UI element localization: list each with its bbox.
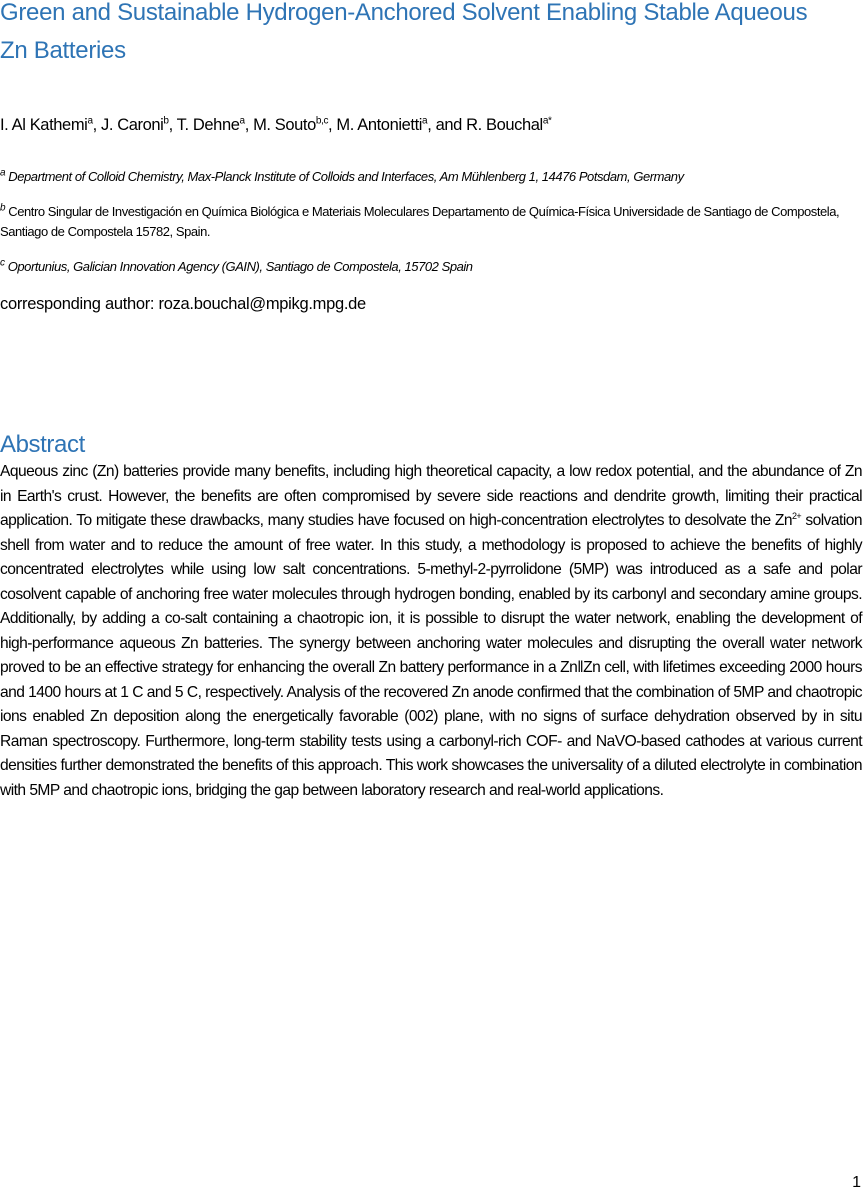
author-separator: , and [427, 116, 467, 134]
author-affiliation-mark: b [163, 115, 169, 127]
abstract-heading: Abstract [0, 431, 85, 458]
affiliation-a [0, 167, 860, 187]
charge-superscript: 2+ [791, 510, 802, 521]
author-separator: , [168, 116, 177, 134]
page-number: 1 [852, 1174, 861, 1191]
author-list [0, 114, 551, 136]
affiliation-c [0, 257, 860, 277]
affiliation-text: Centro Singular de Investigación en Química Biológica e Materiais Moleculares Departamento de Química-Física Universidade de Santiago de Compostela, Santiago de Compostela 15782, Spain. [0, 204, 840, 239]
abstract-body [0, 460, 862, 803]
author-affiliation-mark: a [422, 115, 428, 127]
author-separator: , [244, 116, 254, 134]
corresponding-label: corresponding author: [0, 295, 155, 313]
author-affiliation-mark: a [239, 115, 245, 127]
paper-title: Green and Sustainable Hydrogen-Anchored Solvent Enabling Stable Aqueous Zn Batteries [0, 0, 808, 64]
affiliation-mark: b [0, 202, 6, 214]
author-name: R. Bouchal [466, 116, 543, 134]
affiliation-b [0, 202, 860, 242]
author-name: T. Dehne [176, 116, 240, 134]
affiliation-text: Department of Colloid Chemistry, Max-Planck Institute of Colloids and Interfaces, Am Mühlenberg 1, 14476 Potsdam, Germany [8, 169, 684, 184]
author-name: M. Antonietti [336, 116, 423, 134]
author-name: J. Caroni [100, 116, 164, 134]
author-separator: , [92, 116, 101, 134]
author-separator: , [328, 116, 337, 134]
corresponding-email[interactable]: roza.bouchal@mpikg.mpg.de [158, 295, 366, 313]
affiliation-text: Oportunius, Galician Innovation Agency (GAIN), Santiago de Compostela, 15702 Spain [7, 259, 473, 274]
author-affiliation-mark: a* [542, 115, 552, 127]
affiliation-mark: c [0, 257, 5, 269]
author-name: I. Al Kathemi [0, 116, 88, 134]
abstract-text-part1: Aqueous zinc (Zn) batteries provide many benefits, including high theoretical capacity, a low redox potential, and the abundance of Zn in Earth's crust. However, the benefits are often compromised by severe side reactions and dendrite growth, limiting their practical application. To mitigate these drawbacks, many studies have focused on high-concentration electrolytes to desolvate the Zn [0, 463, 862, 529]
abstract-text-part2: solvation shell from water and to reduce the amount of free water. In this study, a methodology is proposed to achieve the benefits of highly concentrated electrolytes while using low salt concentrations. 5-methyl-2-pyrrolidone (5MP) was introduced as a safe and polar cosolvent capable of anchoring free water molecules through hydrogen bonding, enabled by its carbonyl and secondary amine groups. Additionally, by adding a co-salt containing a chaotropic ion, it is possible to disrupt the water network, enabling the development of high-performance aqueous Zn batteries. The synergy between anchoring water molecules and disrupting the overall water network proved to be an effective strategy for enhancing the overall Zn battery performance in a Zn‖Zn cell, with lifetimes exceeding 2000 hours and 1400 hours at 1 C and 5 C, respectively. Analysis of the recovered Zn anode confirmed that the combination of 5MP and chaotropic ions enabled Zn deposition along the energetically favorable (002) plane, with no signs of surface dehydration observed by in situ Raman spectroscopy. Furthermore, long-term stability tests using a carbonyl-rich COF- and NaVO-based cathodes at various current densities further demonstrated the benefits of this approach. This work showcases the universality of a diluted electrolyte in combination with 5MP and chaotropic ions, bridging the gap between laboratory research and real-world applications. [0, 512, 862, 799]
affiliation-mark: a [0, 167, 6, 179]
author-affiliation-mark: a [87, 115, 93, 127]
author-affiliation-mark: b,c [315, 115, 329, 127]
corresponding-author [0, 292, 366, 316]
author-name: M. Souto [253, 116, 316, 134]
